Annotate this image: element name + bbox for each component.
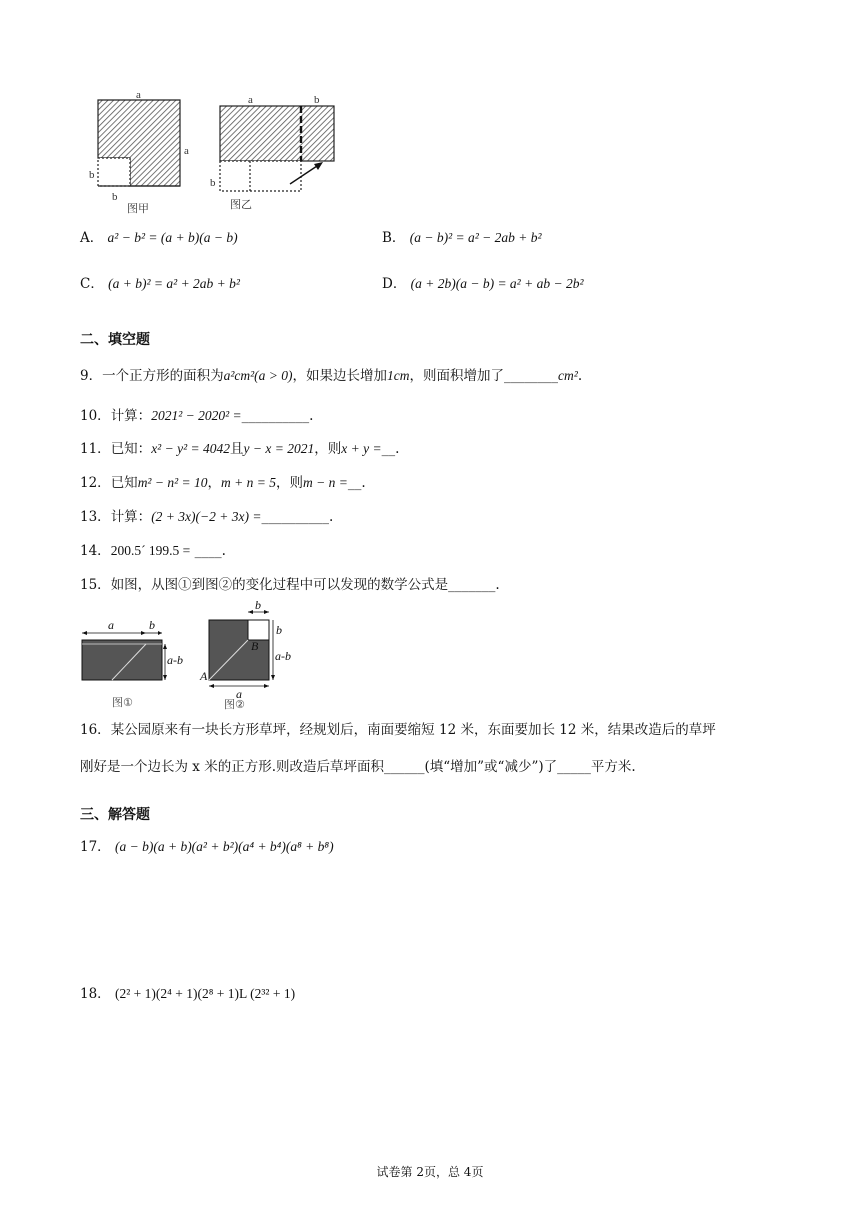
figure-yi: [210, 94, 334, 211]
section-3-title: 三、解答题: [80, 807, 150, 823]
q13-blank: __________.: [261, 509, 334, 525]
fig1-label-a: a: [108, 618, 114, 632]
q10-text: 计算：: [110, 408, 152, 424]
q14-math: 200.5´ 199.5 =: [110, 543, 191, 558]
q9-text-a: 一个正方形的面积为: [102, 368, 224, 384]
fig-jia-left-b: b: [89, 169, 95, 181]
fig-jia-top-a: a: [136, 89, 141, 101]
fig-jia-caption: 图甲: [127, 203, 149, 215]
q8-option-c[interactable]: [80, 275, 240, 293]
q12-text-a: 已知: [110, 475, 138, 491]
q9-math-c: cm²: [558, 368, 578, 383]
q9-end: .: [577, 368, 583, 384]
question-11: [80, 440, 399, 458]
q12-math-a: m² − n² = 10: [137, 475, 208, 490]
q12-number: 12．: [80, 475, 111, 491]
fig-jia-bottom-b: b: [112, 191, 118, 203]
q9-math-a: a²cm²(a > 0): [223, 368, 293, 383]
q18-expression: (2² + 1)(2⁴ + 1)(2⁸ + 1)L (2³² + 1): [114, 986, 296, 1001]
question-15: [80, 576, 500, 594]
fig1-label-b: b: [149, 618, 155, 632]
q15-number: 15．: [80, 577, 111, 593]
option-d-formula: (a + 2b)(a − b) = a² + ab − 2b²: [410, 276, 584, 291]
figure-jia: [89, 89, 189, 215]
q9-math-b: 1cm: [387, 368, 410, 383]
q10-blank: __________.: [241, 408, 314, 424]
q10-math: 2021² − 2020² =: [151, 408, 242, 423]
q16-text-1: 某公园原来有一块长方形草坪，经规划后，南面要缩短 12 米，东面要加长 12 米，结果改造后的草坪: [110, 722, 716, 738]
q17-expression: (a − b)(a + b)(a² + b²)(a⁴ + b⁴)(a⁸ + b⁸): [114, 839, 334, 854]
fig-yi-top-a: a: [248, 94, 253, 106]
fig-yi-left-b: b: [210, 177, 216, 189]
figure-1: [82, 618, 183, 709]
q15-text: 如图，从图①到图②的变化过程中可以发现的数学公式是_______.: [110, 577, 500, 593]
question-16-line-2: 刚好是一个边长为 x 米的正方形.则改造后草坪面积______(填“增加”或“减少”)了_____平方米.: [80, 759, 636, 775]
option-a-letter: A．: [80, 230, 104, 246]
fig-yi-top-b: b: [314, 94, 320, 106]
fig-yi-caption: 图乙: [230, 199, 252, 211]
fig2-label-amb: a-b: [275, 649, 291, 663]
option-b-formula: (a − b)² = a² − 2ab + b²: [409, 230, 542, 245]
q12-text-b: ，: [207, 475, 222, 491]
q12-text-c: ，则: [276, 475, 303, 491]
q8-option-a[interactable]: [80, 229, 238, 247]
q9-number: 9．: [80, 368, 103, 384]
page-footer: 试卷第 2页，总 4页: [376, 1165, 484, 1179]
q12-math-c: m − n =: [303, 475, 348, 490]
option-b-letter: B．: [382, 230, 406, 246]
q13-number: 13．: [80, 509, 111, 525]
q16-number: 16．: [80, 722, 111, 738]
question-14: [80, 542, 226, 560]
q14-blank: ____.: [190, 543, 226, 559]
q12-math-b: m + n = 5: [221, 475, 276, 490]
question-12: [80, 474, 366, 492]
fig2-caption: 图②: [224, 698, 245, 711]
q9-text-c: ，则面积增加了________: [409, 368, 559, 384]
fig1-label-amb: a-b: [167, 653, 183, 667]
q13-math: (2 + 3x)(−2 + 3x) =: [151, 509, 262, 524]
section-2-title: 二、填空题: [80, 332, 150, 348]
option-a-formula: a² − b² = (a + b)(a − b): [107, 230, 238, 245]
question-10: [80, 407, 313, 425]
fig2-label-B: B: [251, 639, 259, 653]
q15-figure: [76, 600, 316, 712]
q12-blank: __.: [347, 475, 366, 491]
fig2-label-b-top: b: [255, 600, 261, 612]
fig2-label-a: a: [236, 687, 242, 701]
question-18: [80, 985, 295, 1003]
option-c-formula: (a + b)² = a² + 2ab + b²: [108, 276, 240, 291]
q9-text-b: ，如果边长增加: [292, 368, 388, 384]
question-16-line-1: [80, 721, 716, 739]
q13-text: 计算：: [110, 509, 152, 525]
q18-number: 18．: [80, 986, 111, 1002]
question-17: [80, 838, 334, 856]
q11-number: 11．: [80, 441, 111, 457]
q11-math-a: x² − y² = 4042: [151, 441, 230, 456]
figure-2: [199, 600, 291, 711]
q8-figure: [80, 88, 360, 216]
option-c-letter: C．: [80, 276, 104, 292]
q11-text-a: 已知：: [110, 441, 152, 457]
q10-number: 10．: [80, 408, 111, 424]
q8-option-b[interactable]: [382, 229, 542, 247]
q11-math-c: x + y =: [341, 441, 382, 456]
option-d-letter: D．: [382, 276, 407, 292]
fig1-caption: 图①: [112, 696, 133, 709]
question-9: [80, 367, 582, 385]
fig2-label-A: A: [200, 669, 208, 683]
fig-jia-right-a: a: [184, 145, 189, 157]
question-13: [80, 508, 333, 526]
q8-option-d[interactable]: [382, 275, 584, 293]
q11-math-b: y − x = 2021: [243, 441, 315, 456]
q14-number: 14．: [80, 543, 111, 559]
q11-text-b: 且: [230, 441, 244, 457]
fig2-label-b-right: b: [276, 623, 282, 637]
q11-text-c: ，则: [314, 441, 342, 457]
q11-blank: __.: [381, 441, 400, 457]
q17-number: 17．: [80, 839, 111, 855]
